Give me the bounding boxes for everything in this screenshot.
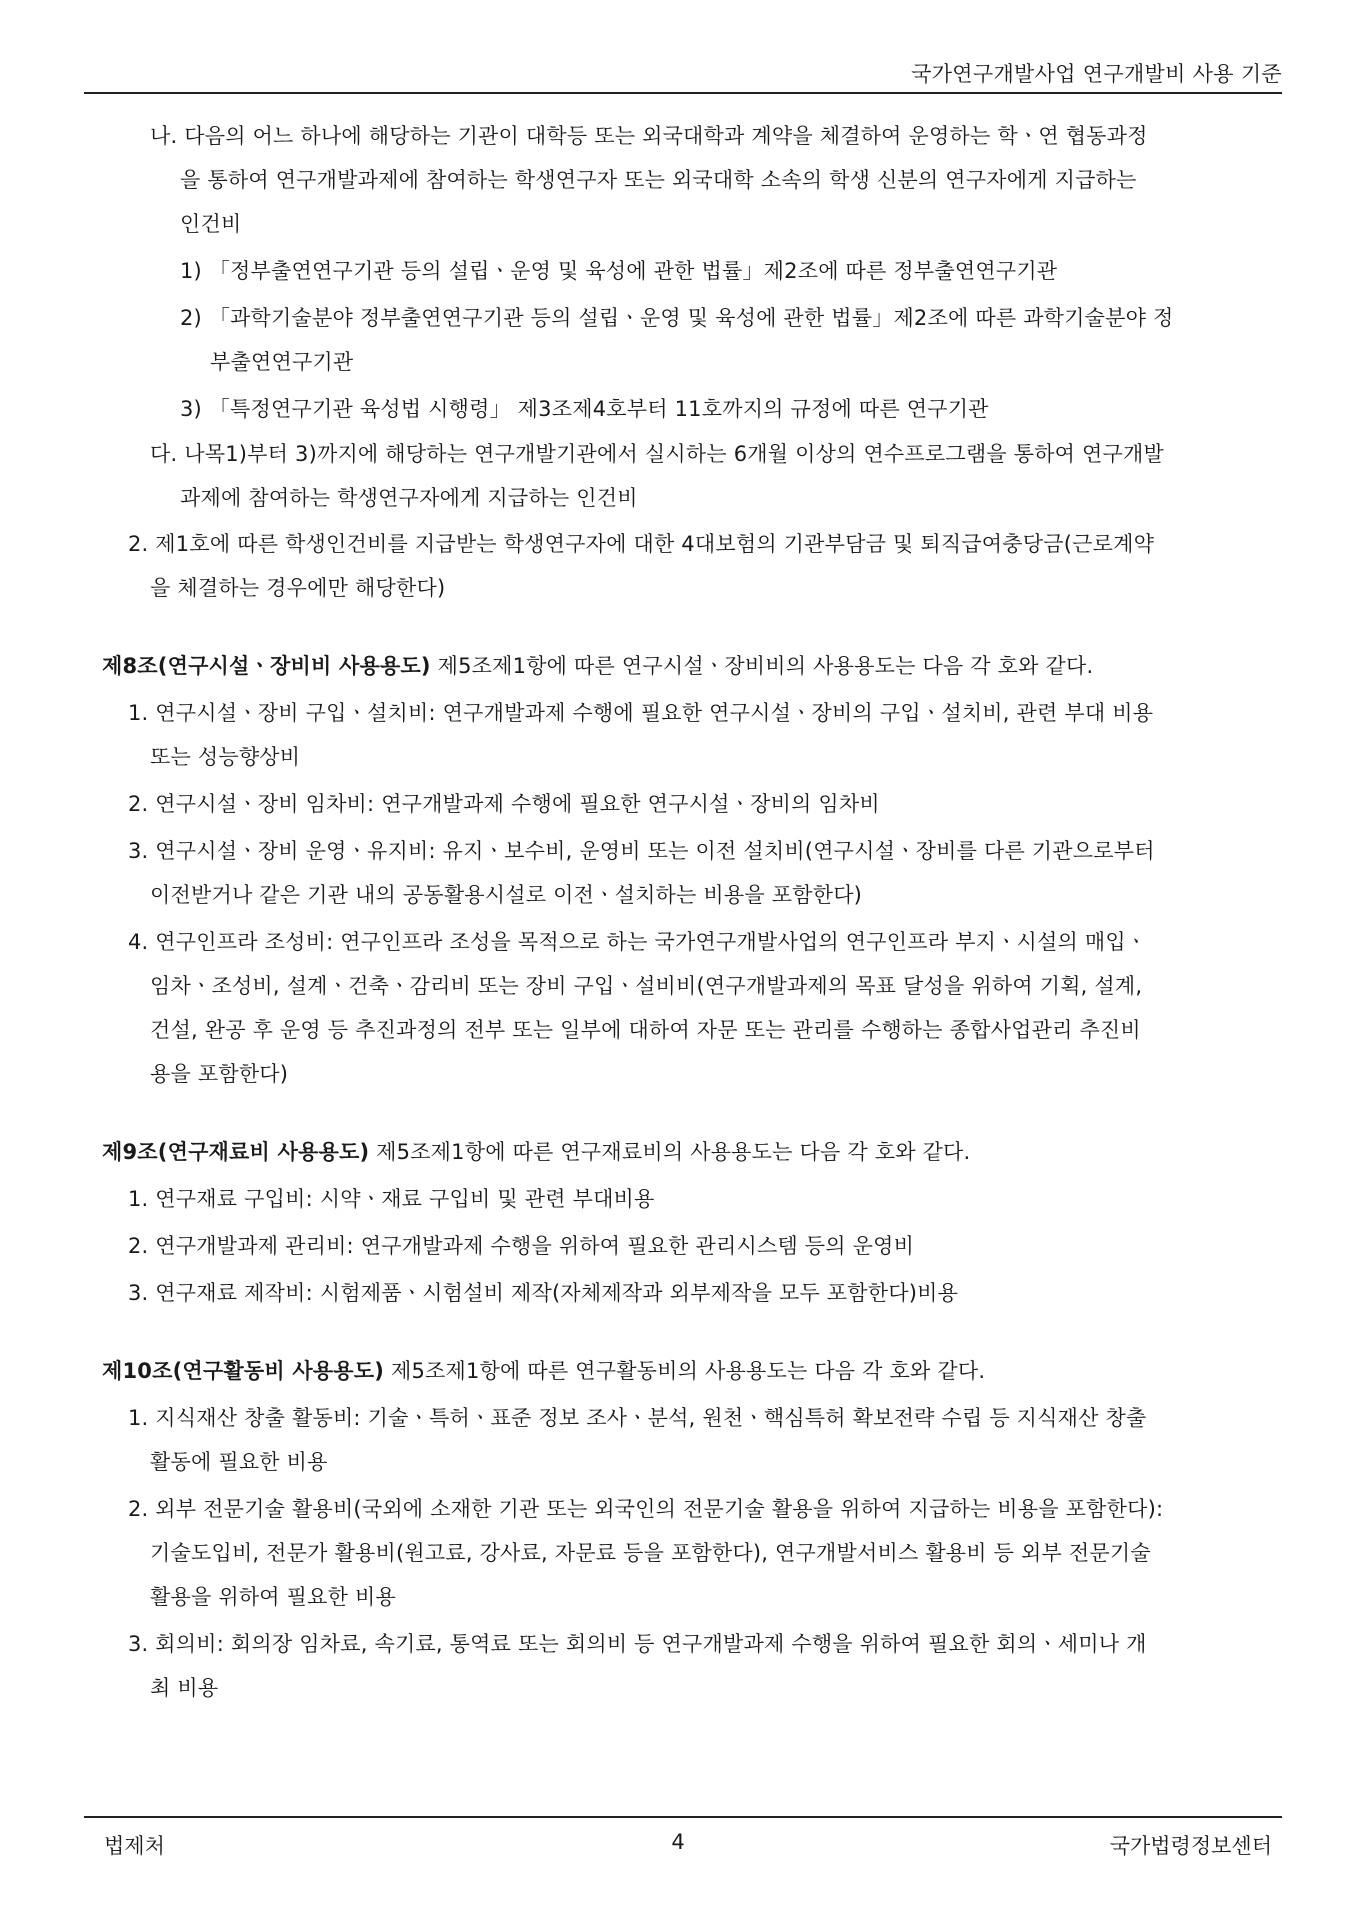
article-8-item-4-line-1: 4. 연구인프라 조성비: 연구인프라 조성을 목적으로 하는 국가연구개발사업의 연구인프라 부지ㆍ시설의 매입ㆍ bbox=[128, 930, 1147, 954]
article-8-title: 제8조(연구시설ㆍ장비비 사용용도) bbox=[102, 654, 431, 678]
item-na-line-1: 나. 다음의 어느 하나에 해당하는 기관이 대학등 또는 외국대학과 계약을 체결하여 운영하는 학ㆍ연 협동과정 bbox=[150, 124, 1148, 148]
article-9-item-3: 3. 연구재료 제작비: 시험제품ㆍ시험설비 제작(자체제작과 외부제작을 모두 포함한다)비용 bbox=[128, 1281, 959, 1305]
footer-publisher: 법제처 bbox=[104, 1834, 165, 1858]
header-title: 국가연구개발사업 연구개발비 사용 기준 bbox=[911, 62, 1282, 86]
article-10-title: 제10조(연구활동비 사용용도) bbox=[102, 1359, 385, 1383]
article-9-title: 제9조(연구재료비 사용용도) bbox=[102, 1140, 370, 1164]
subitem-1: 1) 「정부출연연구기관 등의 설립ㆍ운영 및 육성에 관한 법률」제2조에 따른 정부출연연구기관 bbox=[180, 259, 1058, 283]
item-na-line-3: 인건비 bbox=[180, 212, 242, 236]
article-10-heading bbox=[102, 1355, 985, 1385]
article-9-item-1: 1. 연구재료 구입비: 시약ㆍ재료 구입비 및 관련 부대비용 bbox=[128, 1187, 655, 1211]
article-8-item-4-line-2: 임차ㆍ조성비, 설계ㆍ건축ㆍ감리비 또는 장비 구입ㆍ설비비(연구개발과제의 목표 달성을 위하여 기획, 설계, bbox=[150, 974, 1143, 998]
article-10-item-1-line-1: 1. 지식재산 창출 활동비: 기술ㆍ특허ㆍ표준 정보 조사ㆍ분석, 원천ㆍ핵심특허 확보전략 수립 등 지식재산 창출 bbox=[128, 1406, 1147, 1430]
page-number: 4 bbox=[671, 1830, 685, 1854]
article-10-item-2-line-2: 기술도입비, 전문가 활용비(원고료, 강사료, 자문료 등을 포함한다), 연구개발서비스 활용비 등 외부 전문기술 bbox=[150, 1541, 1151, 1565]
footer-source: 국가법령정보센터 bbox=[1109, 1834, 1272, 1858]
article-8-item-3-line-2: 이전받거나 같은 기관 내의 공동활용시설로 이전ㆍ설치하는 비용을 포함한다) bbox=[150, 883, 863, 907]
article-10-item-3-line-1: 3. 회의비: 회의장 임차료, 속기료, 통역료 또는 회의비 등 연구개발과제 수행을 위하여 필요한 회의ㆍ세미나 개 bbox=[128, 1632, 1147, 1656]
item-2-line-1: 2. 제1호에 따른 학생인건비를 지급받는 학생연구자에 대한 4대보험의 기관부담금 및 퇴직급여충당금(근로계약 bbox=[128, 532, 1155, 556]
item-da-line-1: 다. 나목1)부터 3)까지에 해당하는 연구개발기관에서 실시하는 6개월 이상의 연수프로그램을 통하여 연구개발 bbox=[150, 442, 1164, 466]
article-8-item-1-line-2: 또는 성능향상비 bbox=[150, 745, 301, 769]
article-8-text: 제5조제1항에 따른 연구시설ㆍ장비비의 사용용도는 다음 각 호와 같다. bbox=[430, 654, 1094, 678]
article-8-item-1-line-1: 1. 연구시설ㆍ장비 구입ㆍ설치비: 연구개발과제 수행에 필요한 연구시설ㆍ장비의 구입ㆍ설치비, 관련 부대 비용 bbox=[128, 701, 1154, 725]
article-10-item-2-line-3: 활용을 위하여 필요한 비용 bbox=[150, 1585, 396, 1609]
article-8-item-4-line-4: 용을 포함한다) bbox=[150, 1062, 289, 1086]
header-rule bbox=[84, 92, 1282, 94]
article-8-item-2: 2. 연구시설ㆍ장비 임차비: 연구개발과제 수행에 필요한 연구시설ㆍ장비의 임차비 bbox=[128, 792, 880, 816]
article-9-item-2: 2. 연구개발과제 관리비: 연구개발과제 수행을 위하여 필요한 관리시스템 등의 운영비 bbox=[128, 1234, 915, 1258]
article-10-item-2-line-1: 2. 외부 전문기술 활용비(국외에 소재한 기관 또는 외국인의 전문기술 활용을 위하여 지급하는 비용을 포함한다): bbox=[128, 1497, 1164, 1521]
footer-rule bbox=[84, 1816, 1282, 1818]
subitem-3: 3) 「특정연구기관 육성법 시행령」 제3조제4호부터 11호까지의 규정에 따른 연구기관 bbox=[180, 397, 989, 421]
article-9-text: 제5조제1항에 따른 연구재료비의 사용용도는 다음 각 호와 같다. bbox=[369, 1140, 971, 1164]
article-8-item-3-line-1: 3. 연구시설ㆍ장비 운영ㆍ유지비: 유지ㆍ보수비, 운영비 또는 이전 설치비(연구시설ㆍ장비를 다른 기관으로부터 bbox=[128, 839, 1155, 863]
article-10-text: 제5조제1항에 따른 연구활동비의 사용용도는 다음 각 호와 같다. bbox=[384, 1359, 986, 1383]
article-10-item-1-line-2: 활동에 필요한 비용 bbox=[150, 1450, 328, 1474]
article-10-item-3-line-2: 최 비용 bbox=[150, 1676, 219, 1700]
article-8-item-4-line-3: 건설, 완공 후 운영 등 추진과정의 전부 또는 일부에 대하여 자문 또는 관리를 수행하는 종합사업관리 추진비 bbox=[150, 1018, 1141, 1042]
item-2-line-2: 을 체결하는 경우에만 해당한다) bbox=[150, 576, 446, 600]
item-na-line-2: 을 통하여 연구개발과제에 참여하는 학생연구자 또는 외국대학 소속의 학생 신분의 연구자에게 지급하는 bbox=[180, 168, 1137, 192]
subitem-2-line-1: 2) 「과학기술분야 정부출연연구기관 등의 설립ㆍ운영 및 육성에 관한 법률」제2조에 따른 과학기술분야 정 bbox=[180, 306, 1174, 330]
subitem-2-line-2: 부출연연구기관 bbox=[210, 350, 354, 374]
item-da-line-2: 과제에 참여하는 학생연구자에게 지급하는 인건비 bbox=[180, 486, 638, 510]
article-8-heading bbox=[102, 650, 1093, 680]
article-9-heading bbox=[102, 1136, 970, 1166]
